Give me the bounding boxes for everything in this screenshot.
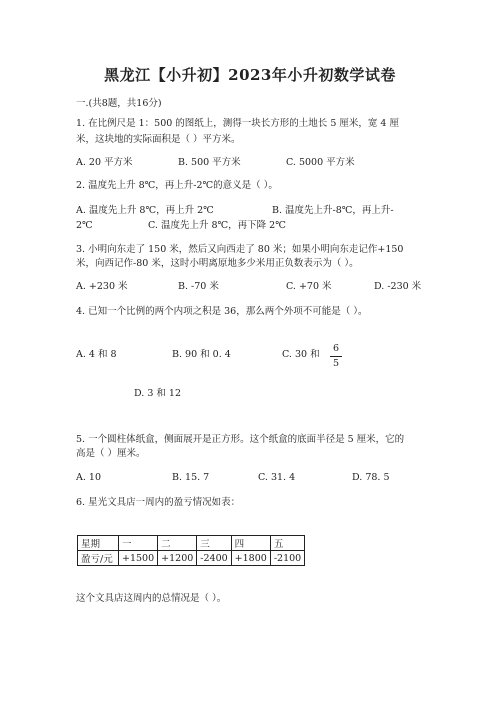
table-cell: -2100 xyxy=(270,551,304,566)
table-header-cell: 五 xyxy=(270,536,304,551)
question-1-option-c: C. 5000 平方米 xyxy=(286,157,355,168)
question-6-prompt: 这个文具店这周内的总情况是（ ）。 xyxy=(76,593,227,604)
question-3-option-c: C. +70 米 xyxy=(286,281,332,292)
question-4-option-b: B. 90 和 0. 4 xyxy=(172,349,231,360)
section-heading: 一.(共8题，共16分) xyxy=(76,98,162,109)
fraction-six-fifths xyxy=(330,343,342,370)
question-4-option-c: C. 30 和 xyxy=(282,349,320,360)
question-1-line-2: 米，这块地的实际面积是（ ）平方米。 xyxy=(76,134,241,145)
question-3-option-b: B. -70 米 xyxy=(178,281,219,292)
question-1-option-a: A. 20 平方米 xyxy=(76,157,133,168)
table-header-cell: 星期 xyxy=(78,536,119,551)
question-2-option-c: C. 温度先上升 8℃，再下降 2℃ xyxy=(148,220,286,231)
page-title: 黑龙江【小升初】2023年小升初数学试卷 xyxy=(104,66,396,84)
question-4-line-1: 4. 已知一个比例的两个内项之积是 36，那么两个外项不可能是（ ）。 xyxy=(76,306,368,317)
question-3-option-d: D. -230 米 xyxy=(374,281,422,292)
table-header-cell: 二 xyxy=(158,536,197,551)
question-6-line-1: 6. 星光文具店一周内的盈亏情况如表： xyxy=(76,497,241,508)
table-header-row xyxy=(78,536,305,551)
question-5-option-c: C. 31. 4 xyxy=(258,472,296,483)
fraction-numerator: 6 xyxy=(332,343,340,354)
table-header-cell: 三 xyxy=(197,536,231,551)
table-cell: -2400 xyxy=(197,551,231,566)
question-2-option-b: B. 温度先上升-8℃，再上升- xyxy=(272,205,394,216)
question-2-option-b-continued: 2℃ xyxy=(76,220,93,231)
table-cell: +1200 xyxy=(158,551,197,566)
question-5-option-d: D. 78. 5 xyxy=(352,472,390,483)
question-5-line-1: 5. 一个圆柱体纸盒，侧面展开是正方形。这个纸盒的底面半径是 5 厘米，它的 xyxy=(76,434,405,445)
question-3-option-a: A. +230 米 xyxy=(76,281,128,292)
question-4-option-a: A. 4 和 8 xyxy=(76,349,117,360)
question-5-option-b: B. 15. 7 xyxy=(172,472,210,483)
question-3-line-1: 3. 小明向东走了 150 米，然后又向西走了 80 米；如果小明向东走记作+150 xyxy=(76,244,404,255)
fraction-bar xyxy=(330,356,342,357)
question-5-option-a: A. 10 xyxy=(76,472,101,483)
question-5-line-2: 高是（ ）厘米。 xyxy=(76,448,146,459)
question-2-line-1: 2. 温度先上升 8℃，再上升-2℃的意义是（ ）。 xyxy=(76,180,278,191)
table-cell: 盈亏/元 xyxy=(78,551,119,566)
table-cell: +1800 xyxy=(231,551,270,566)
profit-loss-table xyxy=(77,535,305,566)
table-row xyxy=(78,551,305,566)
question-1-option-b: B. 500 平方米 xyxy=(178,157,241,168)
table-header-cell: 四 xyxy=(231,536,270,551)
fraction-denominator: 5 xyxy=(332,358,340,369)
table-cell: +1500 xyxy=(119,551,158,566)
question-4-option-d: D. 3 和 12 xyxy=(134,388,181,399)
question-2-option-a: A. 温度先上升 8℃，再上升 2℃ xyxy=(76,205,214,216)
table-header-cell: 一 xyxy=(119,536,158,551)
question-1-line-1: 1. 在比例尺是 1：500 的图纸上，测得一块长方形的土地长 5 厘米，宽 4 厘 xyxy=(76,118,399,129)
question-3-line-2: 米，向西记作-80 米，这时小明离原地多少米用正负数表示为（ ）。 xyxy=(76,258,359,269)
